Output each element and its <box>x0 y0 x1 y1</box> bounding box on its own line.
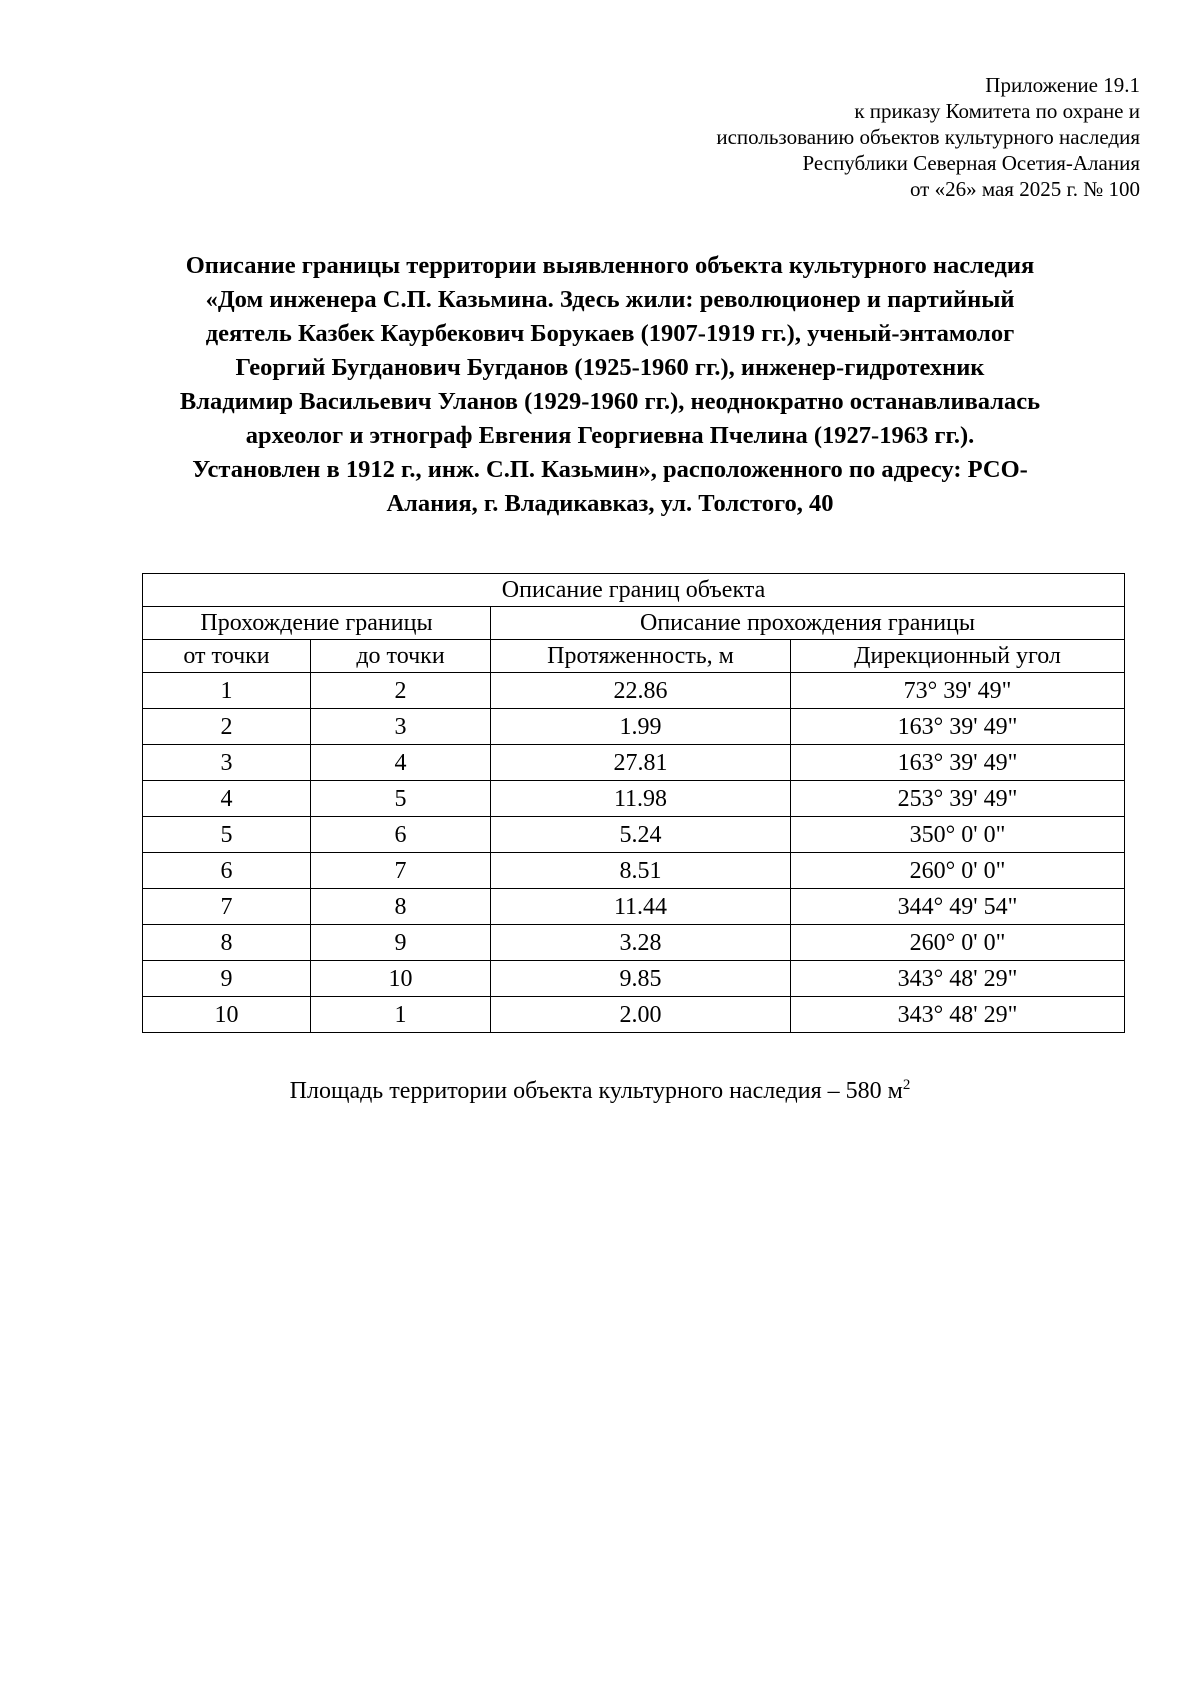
table-row <box>143 961 1125 997</box>
cell-angle: 163° 39' 49" <box>791 709 1125 745</box>
column-header-to: до точки <box>311 640 491 673</box>
boundary-table <box>142 573 1125 1033</box>
cell-to: 10 <box>311 961 491 997</box>
cell-to: 8 <box>311 889 491 925</box>
cell-angle: 163° 39' 49" <box>791 745 1125 781</box>
table-row <box>143 925 1125 961</box>
cell-length: 11.44 <box>491 889 791 925</box>
appendix-line: Республики Северная Осетия-Алания <box>802 151 1140 175</box>
cell-to: 9 <box>311 925 491 961</box>
cell-length: 2.00 <box>491 997 791 1033</box>
cell-to: 6 <box>311 817 491 853</box>
title-line: деятель Казбек Каурбекович Борукаев (1907-1919 гг.), ученый-энтамолог <box>205 320 1015 347</box>
title-line: археолог и этнограф Евгения Георгиевна Пчелина (1927-1963 гг.). <box>245 422 975 449</box>
column-header-length: Протяженность, м <box>491 640 791 673</box>
title-line: Георгий Бугданович Бугданов (1925-1960 гг.), инженер-гидротехник <box>235 354 985 381</box>
area-unit-superscript: 2 <box>902 1077 911 1093</box>
cell-angle: 253° 39' 49" <box>791 781 1125 817</box>
cell-from: 8 <box>143 925 311 961</box>
cell-from: 6 <box>143 853 311 889</box>
cell-length: 9.85 <box>491 961 791 997</box>
cell-from: 4 <box>143 781 311 817</box>
cell-from: 2 <box>143 709 311 745</box>
cell-length: 3.28 <box>491 925 791 961</box>
cell-angle: 73° 39' 49" <box>791 673 1125 709</box>
column-header-from: от точки <box>143 640 311 673</box>
table-row <box>143 853 1125 889</box>
table-row <box>143 673 1125 709</box>
cell-angle: 350° 0' 0" <box>791 817 1125 853</box>
column-header-angle: Дирекционный угол <box>791 640 1125 673</box>
title-line: Установлен в 1912 г., инж. С.П. Казьмин», расположенного по адресу: РСО- <box>192 456 1028 483</box>
cell-from: 9 <box>143 961 311 997</box>
cell-from: 7 <box>143 889 311 925</box>
cell-to: 5 <box>311 781 491 817</box>
cell-to: 3 <box>311 709 491 745</box>
title-line: Владимир Васильевич Уланов (1929-1960 гг.), неоднократно останавливалась <box>179 388 1041 415</box>
table-row <box>143 889 1125 925</box>
appendix-header <box>440 72 1140 202</box>
document-title <box>110 249 1110 521</box>
cell-length: 5.24 <box>491 817 791 853</box>
appendix-line: использованию объектов культурного наследия <box>716 125 1140 149</box>
cell-angle: 260° 0' 0" <box>791 853 1125 889</box>
cell-to: 4 <box>311 745 491 781</box>
table-caption: Описание границ объекта <box>143 574 1125 607</box>
cell-length: 1.99 <box>491 709 791 745</box>
area-statement <box>0 1076 1200 1106</box>
cell-length: 11.98 <box>491 781 791 817</box>
appendix-line: Приложение 19.1 <box>985 73 1140 97</box>
cell-angle: 343° 48' 29" <box>791 997 1125 1033</box>
title-line: Описание границы территории выявленного объекта культурного наследия <box>185 252 1035 279</box>
group-header-description: Описание прохождения границы <box>491 607 1125 640</box>
cell-angle: 343° 48' 29" <box>791 961 1125 997</box>
table-row <box>143 709 1125 745</box>
table-row <box>143 997 1125 1033</box>
table-row <box>143 781 1125 817</box>
table-row <box>143 745 1125 781</box>
group-header-passage: Прохождение границы <box>143 607 491 640</box>
cell-from: 3 <box>143 745 311 781</box>
table-caption-row <box>143 574 1125 607</box>
appendix-line: к приказу Комитета по охране и <box>854 99 1140 123</box>
cell-from: 5 <box>143 817 311 853</box>
title-line: Алания, г. Владикавказ, ул. Толстого, 40 <box>386 490 834 517</box>
table-column-row <box>143 640 1125 673</box>
cell-angle: 260° 0' 0" <box>791 925 1125 961</box>
area-text: Площадь территории объекта культурного наследия – 580 м <box>289 1078 903 1104</box>
cell-to: 1 <box>311 997 491 1033</box>
appendix-line: от «26» мая 2025 г. № 100 <box>909 177 1140 201</box>
table-group-row <box>143 607 1125 640</box>
cell-to: 7 <box>311 853 491 889</box>
cell-length: 22.86 <box>491 673 791 709</box>
cell-from: 10 <box>143 997 311 1033</box>
cell-from: 1 <box>143 673 311 709</box>
cell-to: 2 <box>311 673 491 709</box>
title-line: «Дом инженера С.П. Казьмина. Здесь жили: революционер и партийный <box>205 286 1015 313</box>
cell-length: 8.51 <box>491 853 791 889</box>
cell-length: 27.81 <box>491 745 791 781</box>
table-row <box>143 817 1125 853</box>
cell-angle: 344° 49' 54" <box>791 889 1125 925</box>
